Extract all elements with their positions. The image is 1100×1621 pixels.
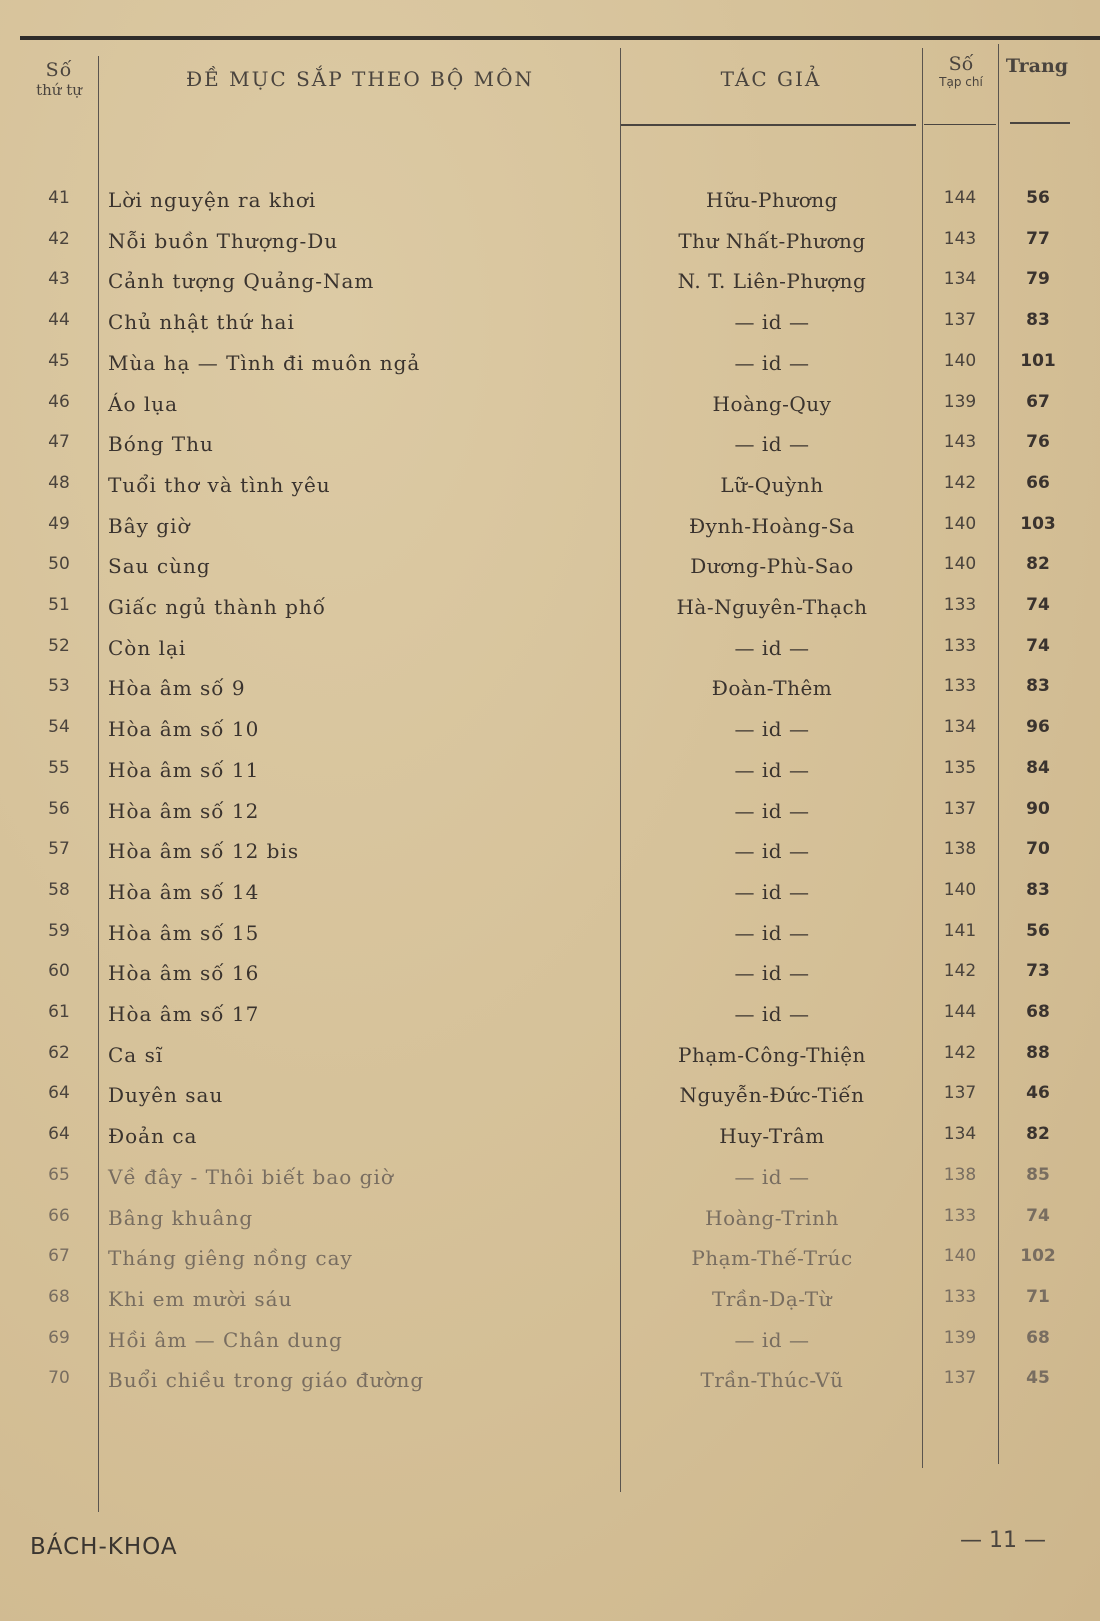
row-title: Bâng khuâng [108,1205,254,1230]
row-issue: 134 [943,717,977,738]
row-title: Hòa âm số 16 [108,961,260,986]
row-title: Mùa hạ — Tình đi muôn ngả [108,350,421,375]
row-issue: 137 [943,310,977,331]
row-author: Trần-Dạ-Từ [711,1286,833,1311]
row-issue: 143 [943,228,977,249]
row-issue: 134 [943,1124,977,1145]
table-row [0,508,1100,548]
table-row [0,1362,1100,1402]
header-number [22,60,96,99]
row-number: 64 [48,1124,70,1145]
row-author: — id — [734,1164,810,1189]
row-title: Hòa âm số 14 [108,879,260,904]
row-issue: 144 [943,188,977,208]
row-page: 68 [1026,1327,1050,1348]
header-issue-line2: Tạp chí [939,74,983,89]
row-number: 64 [48,1083,70,1104]
row-title: Tháng giêng nồng cay [108,1246,353,1271]
table-row [0,1037,1100,1077]
table-row [0,752,1100,792]
row-page: 45 [1026,1368,1050,1389]
row-title: Hòa âm số 11 [108,757,260,782]
row-issue: 140 [943,513,977,534]
table-row [0,1240,1100,1280]
row-author: Thư Nhất-Phương [678,228,866,253]
row-page: 56 [1026,188,1050,208]
table-row [0,1281,1100,1321]
row-page: 82 [1026,554,1050,575]
row-title: Chủ nhật thứ hai [108,310,295,335]
row-page: 66 [1026,472,1050,493]
row-issue: 139 [943,1327,977,1348]
row-issue: 140 [943,350,977,371]
table-row [0,955,1100,995]
row-title: Giấc ngủ thành phố [108,595,326,619]
table-row [0,1077,1100,1117]
row-page: 82 [1026,1124,1050,1145]
row-issue: 137 [943,1083,977,1104]
row-issue: 141 [943,920,977,941]
table-row [0,1200,1100,1240]
row-title: Đoản ca [108,1124,198,1149]
row-page: 74 [1026,635,1050,656]
row-issue: 140 [943,554,977,575]
row-title: Hòa âm số 10 [108,717,260,742]
row-author: — id — [734,757,810,782]
row-author: Hoàng-Quy [712,391,832,416]
row-author: — id — [734,1327,810,1352]
row-author: Lữ-Quỳnh [720,472,824,497]
header-rule [924,124,996,125]
row-issue: 140 [943,1246,977,1267]
row-author: — id — [734,350,810,375]
row-page: 84 [1026,757,1050,778]
row-page: 76 [1026,432,1050,453]
table-row [0,263,1100,303]
row-number: 49 [48,513,70,534]
row-author: — id — [734,920,810,945]
row-title: Bây giờ [108,513,191,538]
table-row [0,304,1100,344]
table-row [0,1322,1100,1362]
row-number: 41 [48,188,70,208]
row-author: N. T. Liên-Phượng [677,269,867,294]
row-number: 59 [48,920,70,941]
row-issue: 142 [943,961,977,982]
row-author: Trần-Thúc-Vũ [700,1368,844,1393]
row-page: 79 [1026,269,1050,290]
top-rule [20,36,1100,40]
row-title: Hồi âm — Chân dung [108,1327,343,1352]
row-author: — id — [734,798,810,823]
row-number: 67 [48,1246,70,1267]
row-title: Buổi chiều trong giáo đường [108,1368,425,1393]
row-author: Hoàng-Trinh [705,1205,839,1230]
row-author: Huy-Trâm [719,1124,825,1149]
row-page: 103 [1020,513,1056,534]
row-page: 70 [1026,839,1050,860]
row-number: 56 [48,798,70,819]
table-row [0,630,1100,670]
row-issue: 135 [943,757,977,778]
row-title: Về đây - Thôi biết bao giờ [108,1164,394,1189]
row-issue: 133 [943,1205,977,1226]
row-page: 56 [1026,920,1050,941]
row-page: 46 [1026,1083,1050,1104]
header-number-line1: Số [45,59,73,81]
table-row [0,589,1100,629]
row-page: 96 [1026,717,1050,738]
row-issue: 139 [943,391,977,412]
header-rule [1010,122,1070,124]
table-row [0,833,1100,873]
row-author: — id — [734,717,810,742]
header-issue [924,54,998,90]
row-number: 62 [48,1042,70,1063]
row-issue: 133 [943,635,977,656]
row-page: 101 [1020,350,1056,371]
table-row [0,426,1100,466]
row-title: Áo lụa [108,391,179,416]
row-issue: 138 [943,1164,977,1185]
table-row [0,467,1100,507]
row-author: — id — [734,879,810,904]
header-issue-line1: Số [948,53,974,75]
row-number: 42 [48,228,70,249]
table-row [0,996,1100,1036]
table-row [0,793,1100,833]
row-author: — id — [734,432,810,457]
table-row [0,223,1100,263]
header-title: ĐỀ MỤC SẮP THEO BỘ MÔN [185,67,534,91]
row-issue: 142 [943,472,977,493]
row-page: 68 [1026,1002,1050,1022]
row-title: Hòa âm số 12 [108,798,260,823]
row-title: Hòa âm số 15 [108,920,260,945]
row-title: Hòa âm số 9 [108,676,246,701]
row-page: 83 [1026,676,1050,697]
table-row [0,711,1100,751]
row-number: 48 [48,472,70,493]
row-title: Còn lại [108,635,187,660]
row-title: Duyên sau [108,1083,224,1108]
row-author: Nguyễn-Đức-Tiến [679,1083,865,1108]
table-row [0,1118,1100,1158]
row-title: Ca sĩ [108,1042,164,1067]
row-author: Hà-Nguyên-Thạch [676,595,868,619]
header-rule [620,124,916,126]
row-number: 45 [48,350,70,371]
row-page: 90 [1026,798,1050,819]
page-number: — 11 — [960,1528,1046,1553]
row-issue: 137 [943,1368,977,1389]
row-page: 74 [1026,595,1050,615]
row-author: — id — [734,635,810,660]
row-title: Nỗi buồn Thượng-Du [108,228,339,253]
row-title: Khi em mười sáu [108,1286,293,1311]
row-number: 53 [48,676,70,697]
row-author: — id — [734,961,810,986]
table-row [0,548,1100,588]
row-page: 71 [1026,1286,1050,1307]
row-page: 73 [1026,961,1050,982]
row-issue: 133 [943,676,977,697]
table-row [0,874,1100,914]
row-page: 77 [1026,228,1050,249]
row-number: 60 [48,961,70,982]
row-number: 58 [48,879,70,900]
row-author: Đoàn-Thêm [711,676,833,701]
row-issue: 137 [943,798,977,819]
row-issue: 142 [943,1042,977,1063]
row-title: Bóng Thu [108,432,214,457]
row-author: — id — [734,310,810,335]
row-number: 52 [48,635,70,656]
row-number: 43 [48,269,70,290]
table-row [0,670,1100,710]
row-page: 74 [1026,1205,1050,1226]
row-number: 66 [48,1205,70,1226]
row-author: — id — [734,839,810,864]
row-page: 102 [1020,1246,1056,1267]
row-author: Phạm-Công-Thiện [678,1042,866,1067]
row-number: 54 [48,717,70,738]
row-page: 67 [1026,391,1050,412]
row-author: Đynh-Hoàng-Sa [689,513,855,538]
row-issue: 143 [943,432,977,453]
row-issue: 134 [943,269,977,290]
row-number: 65 [48,1164,70,1185]
table-row [0,1159,1100,1199]
header-page: Trang [1005,55,1069,77]
row-number: 51 [48,595,70,615]
table-row [0,345,1100,385]
row-number: 46 [48,391,70,412]
row-issue: 138 [943,839,977,860]
row-author: Hữu-Phương [706,188,838,212]
row-number: 47 [48,432,70,453]
header-author: TÁC GIẢ [720,67,822,91]
row-title: Hòa âm số 12 bis [108,839,300,864]
row-issue: 144 [943,1002,977,1022]
publication-name: BÁCH-KHOA [30,1534,178,1560]
row-number: 69 [48,1327,70,1348]
row-title: Cảnh tượng Quảng-Nam [108,269,375,294]
row-title: Lời nguyện ra khơi [108,188,317,212]
row-number: 70 [48,1368,70,1389]
table-row [0,915,1100,955]
row-number: 68 [48,1286,70,1307]
row-page: 83 [1026,879,1050,900]
row-issue: 133 [943,595,977,615]
row-number: 61 [48,1002,70,1022]
row-number: 44 [48,310,70,331]
row-title: Tuổi thơ và tình yêu [108,472,331,497]
row-issue: 133 [943,1286,977,1307]
row-number: 57 [48,839,70,860]
row-page: 83 [1026,310,1050,331]
row-title: Sau cùng [108,554,211,579]
header-number-line2: thứ tự [36,80,82,99]
row-page: 88 [1026,1042,1050,1063]
row-author: — id — [734,1002,810,1026]
row-page: 85 [1026,1164,1050,1185]
row-title: Hòa âm số 17 [108,1002,260,1026]
row-number: 55 [48,757,70,778]
table-row [0,182,1100,222]
row-author: Phạm-Thế-Trúc [691,1246,853,1271]
row-number: 50 [48,554,70,575]
table-row [0,386,1100,426]
row-author: Dương-Phù-Sao [690,554,854,579]
row-issue: 140 [943,879,977,900]
